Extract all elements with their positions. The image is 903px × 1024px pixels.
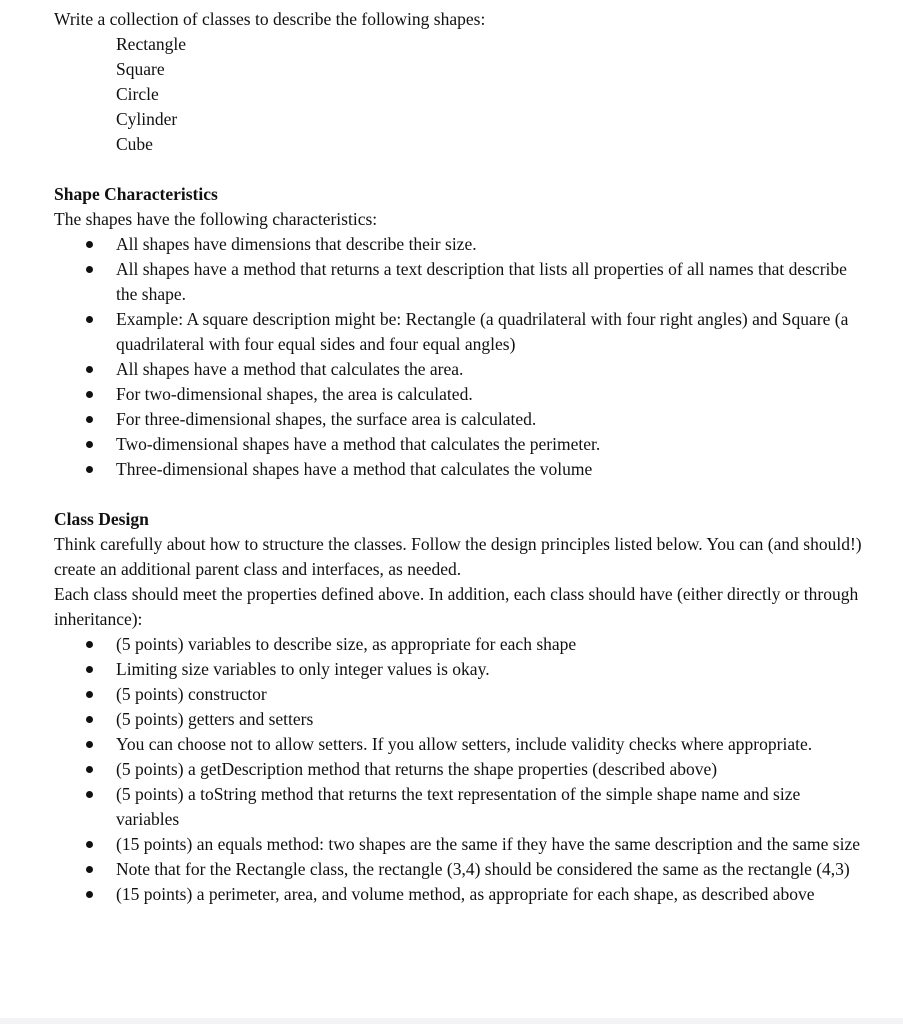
bullet-icon — [86, 691, 93, 698]
bullet-icon — [86, 741, 93, 748]
bullet-icon — [86, 441, 93, 448]
class-design-heading: Class Design — [54, 509, 149, 529]
shape-item-cylinder: Cylinder — [116, 109, 178, 129]
bullet-icon — [86, 841, 93, 848]
characteristic-item: Example: A square description might be: Rectangle (a quadrilateral with four right angles) and Square (a quadrilateral with four equal sides and four equal angles) — [116, 307, 863, 357]
spacer — [54, 157, 863, 182]
requirement-item: You can choose not to allow setters. If you allow setters, include validity checks where appropriate. — [116, 732, 863, 757]
requirement-item: (5 points) constructor — [116, 682, 863, 707]
bullet-icon — [86, 391, 93, 398]
requirement-item: (5 points) variables to describe size, as appropriate for each shape — [116, 632, 863, 657]
requirement-item: (5 points) a getDescription method that returns the shape properties (described above) — [116, 757, 863, 782]
characteristic-item: For two-dimensional shapes, the area is calculated. — [116, 382, 863, 407]
bullet-icon — [86, 866, 93, 873]
bullet-icon — [86, 466, 93, 473]
bullet-icon — [86, 241, 93, 248]
requirement-item: Limiting size variables to only integer values is okay. — [116, 657, 863, 682]
bullet-icon — [86, 791, 93, 798]
class-design-paragraph-2: Each class should meet the properties defined above. In addition, each class should have (either directly or through inheritance): — [54, 584, 859, 629]
shape-item-cube: Cube — [116, 134, 153, 154]
bullet-icon — [86, 266, 93, 273]
characteristic-item: All shapes have a method that returns a text description that lists all properties of all names that describe the shape. — [116, 257, 863, 307]
class-design-paragraph-1: Think carefully about how to structure the classes. Follow the design principles listed below. You can (and should!) create an additional parent class and interfaces, as needed. — [54, 534, 862, 579]
bullet-icon — [86, 766, 93, 773]
shape-item-square: Square — [116, 59, 165, 79]
spacer — [54, 482, 863, 507]
bullet-icon — [86, 666, 93, 673]
requirement-item: (5 points) getters and setters — [116, 707, 863, 732]
characteristic-item: Two-dimensional shapes have a method that calculates the perimeter. — [116, 432, 863, 457]
requirement-item: (5 points) a toString method that returns the text representation of the simple shape name and size variables — [116, 782, 863, 832]
bullet-icon — [86, 416, 93, 423]
class-design-list — [54, 632, 863, 907]
requirement-item: (15 points) an equals method: two shapes are the same if they have the same description and the same size — [116, 832, 863, 857]
characteristics-lead: The shapes have the following characteristics: — [54, 209, 378, 229]
bullet-icon — [86, 716, 93, 723]
requirement-item: Note that for the Rectangle class, the rectangle (3,4) should be considered the same as the rectangle (4,3) — [116, 857, 863, 882]
requirement-item: (15 points) a perimeter, area, and volume method, as appropriate for each shape, as described above — [116, 882, 863, 907]
intro-text: Write a collection of classes to describe the following shapes: — [54, 9, 486, 29]
characteristic-item: For three-dimensional shapes, the surface area is calculated. — [116, 407, 863, 432]
bullet-icon — [86, 366, 93, 373]
characteristics-list — [54, 232, 863, 482]
characteristic-item: All shapes have a method that calculates the area. — [116, 357, 863, 382]
characteristics-heading: Shape Characteristics — [54, 184, 218, 204]
shape-item-circle: Circle — [116, 84, 159, 104]
bottom-edge — [0, 1018, 903, 1024]
characteristic-item: Three-dimensional shapes have a method that calculates the volume — [116, 457, 863, 482]
shape-list — [54, 32, 863, 157]
characteristic-item: All shapes have dimensions that describe their size. — [116, 232, 863, 257]
shape-item-rectangle: Rectangle — [116, 34, 186, 54]
bullet-icon — [86, 316, 93, 323]
bullet-icon — [86, 891, 93, 898]
bullet-icon — [86, 641, 93, 648]
